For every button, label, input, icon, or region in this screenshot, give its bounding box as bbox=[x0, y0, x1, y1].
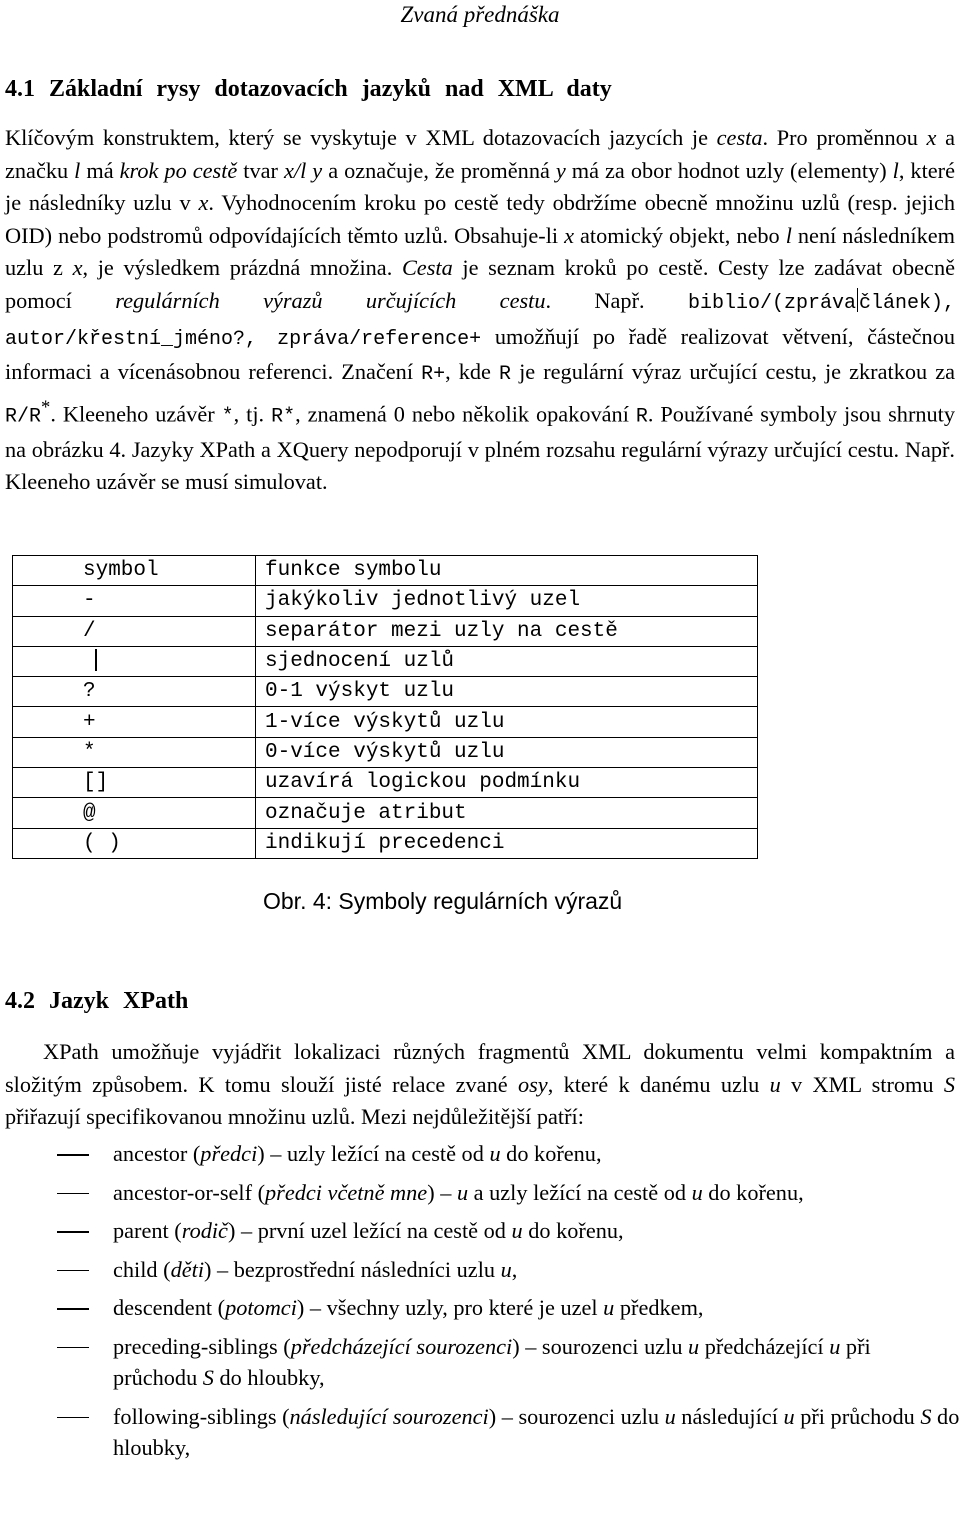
list-item: child (děti) – bezprostřední následníci uzlu u, bbox=[0, 1254, 960, 1286]
list-item: ancestor-or-self (předci včetně mne) – u a uzly ležící na cestě od u do kořenu, bbox=[0, 1177, 960, 1209]
dash-bullet bbox=[57, 1231, 89, 1233]
regex-symbols-table bbox=[12, 555, 758, 859]
list-item: parent (rodič) – první uzel ležící na cestě od u do kořenu, bbox=[0, 1215, 960, 1247]
dash-bullet bbox=[57, 1417, 89, 1419]
axes-list bbox=[0, 1138, 960, 1471]
list-item: preceding-siblings (předcházející sourozenci) – sourozenci uzlu u předcházející u při průchodu S do hloubky, bbox=[0, 1331, 960, 1394]
dash-bullet bbox=[57, 1193, 89, 1195]
table-row: - jakýkoliv jednotlivý uzel bbox=[13, 586, 758, 616]
table-row: sjednocení uzlů bbox=[13, 646, 758, 676]
dash-bullet bbox=[57, 1270, 89, 1272]
section-title-4-1: 4.1 Základní rysy dotazovacích jazyků nad XML daty bbox=[5, 76, 612, 102]
list-item: descendent (potomci) – všechny uzly, pro které je uzel u předkem, bbox=[0, 1292, 960, 1324]
table-row: ? 0-1 výskyt uzlu bbox=[13, 677, 758, 707]
table-row: symbol funkce symbolu bbox=[13, 556, 758, 586]
dash-bullet bbox=[57, 1154, 89, 1156]
table-row: + 1-více výskytů uzlu bbox=[13, 707, 758, 737]
list-item: following-siblings (následující sourozenci) – sourozenci uzlu u následující u při průchodu S do hloubky, bbox=[0, 1401, 960, 1464]
table-row: * 0-více výskytů uzlu bbox=[13, 737, 758, 767]
table-row: @ označuje atribut bbox=[13, 798, 758, 828]
section-title-4-2: 4.2 Jazyk XPath bbox=[5, 988, 189, 1014]
union-bar-symbol bbox=[95, 649, 97, 671]
list-item: ancestor (předci) – uzly ležící na cestě od u do kořenu, bbox=[0, 1138, 960, 1170]
table-row: / separátor mezi uzly na cestě bbox=[13, 616, 758, 646]
paragraph-xpath: XPath umožňuje vyjádřit lokalizaci různých fragmentů XML dokumentu velmi kompaktním a složitým způsobem. K tomu slouží jisté relace zvané osy, které k danému uzlu u v XML stromu S přiřazují specifikovanou množinu uzlů. Mezi nejdůležitější patří: bbox=[5, 1039, 956, 1130]
dash-bullet bbox=[57, 1347, 89, 1349]
pipe-symbol bbox=[857, 288, 858, 312]
table-row: [] uzavírá logickou podmínku bbox=[13, 768, 758, 798]
dash-bullet bbox=[57, 1308, 89, 1310]
paragraph-paths: Klíčovým konstruktem, který se vyskytuje v XML dotazovacích jazycích je cesta. Pro proměnnou x a značku l má krok po cestě tvar x/l y a označuje, že proměnná y má za obor hodnot uzly (elementy) l, které je následníky uzlu v x. Vyhodnocením kroku po cestě tedy obdržíme obecně množinu uzlů (resp. jejich OID) nebo podstromů odpovídajících těmto uzlů. Obsahuje-li x atomický objekt, nebo l není následníkem uzlu z x, je výsledkem prázdná množina. Cesta je seznam kroků po cestě. Cesty lze zadávat obecně pomocí regulárních výrazů určujících cestu. Např. biblio/(zpráva článek), autor/křestní_jméno?, zpráva/reference+ umožňují po řadě realizovat větvení, částečnou informaci a vícenásobnou referenci. Značení R+, kde R je regulární výraz určující cestu, je zkratkou za R/R*. Kleeneho uzávěr *, tj. R*, znamená 0 nebo několik opakování R. Používané symboly jsou shrnuty na obrázku 4. Jazyky XPath a XQuery nepodporují v plném rozsahu regulární výrazy určující cestu. Např. Kleeneho uzávěr se musí simulovat. bbox=[5, 125, 956, 495]
table-row: ( ) indikují precedenci bbox=[13, 828, 758, 858]
running-header: Zvaná přednáška bbox=[400, 2, 560, 27]
figure-caption: Obr. 4: Symboly regulárních výrazů bbox=[263, 888, 623, 914]
